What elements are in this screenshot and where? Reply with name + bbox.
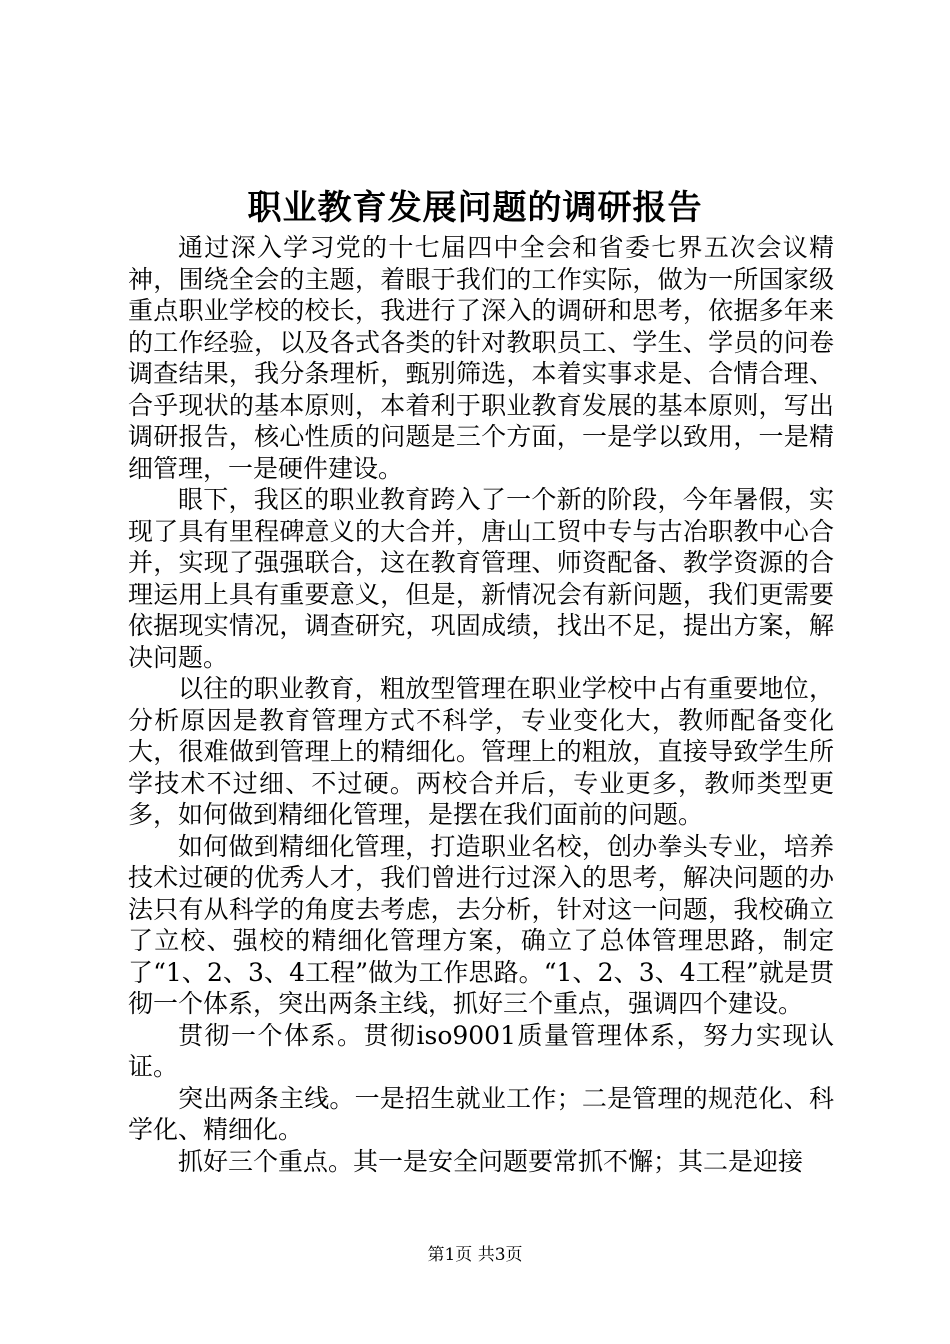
paragraph-1: 通过深入学习党的十七届四中全会和省委七界五次会议精神，围绕全会的主题，着眼于我们的工作实际，做为一所国家级重点职业学校的校长，我进行了深入的调研和思考，依据多年来的工作经验，以及各式各类的针对教职员工、学生、学员的问卷调查结果，我分条理析，甄别筛选，本着实事求是、合情合理、合乎现状的基本原则，本着利于职业教育发展的基本原则，写出调研报告，核心性质的问题是三个方面，一是学以致用，一是精细管理，一是硬件建设。 xyxy=(128,233,834,483)
page-number-footer: 第1页 共3页 xyxy=(427,1245,523,1265)
paragraph-3: 以往的职业教育，粗放型管理在职业学校中占有重要地位，分析原因是教育管理方式不科学，专业变化大，教师配备变化大，很难做到管理上的精细化。管理上的粗放，直接导致学生所学技术不过细、不过硬。两校合并后，专业更多，教师类型更多，如何做到精细化管理，是摆在我们面前的问题。 xyxy=(128,674,834,829)
document-title: 职业教育发展问题的调研报告 xyxy=(247,188,703,228)
paragraph-6: 突出两条主线。一是招生就业工作；二是管理的规范化、科学化、精细化。 xyxy=(128,1083,834,1144)
paragraph-2: 眼下，我区的职业教育跨入了一个新的阶段，今年暑假，实现了具有里程碑意义的大合并，唐山工贸中专与古冶职教中心合并，实现了强强联合，这在教育管理、师资配备、教学资源的合理运用上具有重要意义，但是，新情况会有新问题，我们更需要依据现实情况，调查研究，巩固成绩，找出不足，提出方案，解决问题。 xyxy=(128,485,834,672)
document-body xyxy=(128,232,834,1177)
paragraph-4: 如何做到精细化管理，打造职业名校，创办拳头专业，培养技术过硬的优秀人才，我们曾进行过深入的思考，解决问题的办法只有从科学的角度去考虑，去分析，针对这一问题，我校确立了立校、强校的精细化管理方案，确立了总体管理思路，制定了“1、2、3、4工程”做为工作思路。“1、2、3、4工程”就是贯彻一个体系，突出两条主线，抓好三个重点，强调四个建设。 xyxy=(128,831,834,1018)
paragraph-7: 抓好三个重点。其一是安全问题要常抓不懈；其二是迎接 xyxy=(178,1146,804,1176)
paragraph-5: 贯彻一个体系。贯彻iso9001质量管理体系，努力实现认证。 xyxy=(128,1020,834,1081)
